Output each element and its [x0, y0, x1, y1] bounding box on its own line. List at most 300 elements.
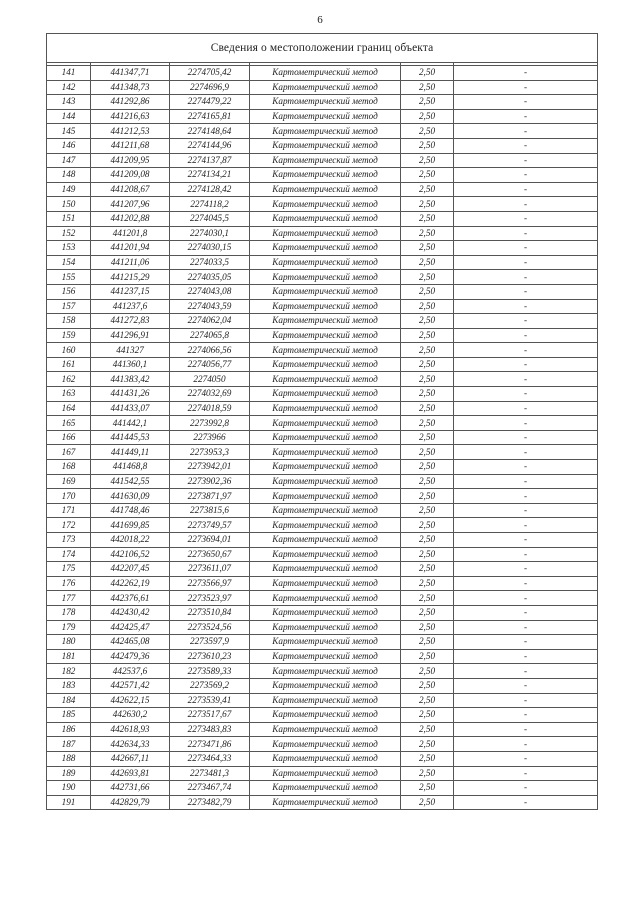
method-cell: Картометрический метод	[250, 66, 401, 81]
table-row	[47, 372, 598, 387]
point-number-cell: 174	[47, 547, 91, 562]
table-row	[47, 518, 598, 533]
description-cell: -	[454, 678, 598, 693]
accuracy-cell: 2,50	[401, 576, 454, 591]
accuracy-cell: 2,50	[401, 357, 454, 372]
x-coordinate-cell: 441327	[91, 343, 170, 358]
table-row	[47, 168, 598, 183]
table-row	[47, 197, 598, 212]
table-row	[47, 270, 598, 285]
y-coordinate-cell: 2273471,86	[170, 737, 250, 752]
description-cell: -	[454, 255, 598, 270]
table-row	[47, 547, 598, 562]
description-cell: -	[454, 518, 598, 533]
point-number-cell: 162	[47, 372, 91, 387]
x-coordinate-cell: 441348,73	[91, 80, 170, 95]
accuracy-cell: 2,50	[401, 766, 454, 781]
method-cell: Картометрический метод	[250, 576, 401, 591]
x-coordinate-cell: 441292,86	[91, 95, 170, 110]
table-row	[47, 284, 598, 299]
description-cell: -	[454, 591, 598, 606]
y-coordinate-cell: 2274066,56	[170, 343, 250, 358]
table-row	[47, 795, 598, 810]
y-coordinate-cell: 2274043,59	[170, 299, 250, 314]
x-coordinate-cell: 442571,42	[91, 678, 170, 693]
description-cell: -	[454, 795, 598, 810]
accuracy-cell: 2,50	[401, 795, 454, 810]
point-number-cell: 170	[47, 489, 91, 504]
method-cell: Картометрический метод	[250, 533, 401, 548]
point-number-cell: 153	[47, 241, 91, 256]
description-cell: -	[454, 547, 598, 562]
x-coordinate-cell: 442479,36	[91, 649, 170, 664]
y-coordinate-cell: 2274165,81	[170, 109, 250, 124]
description-cell: -	[454, 211, 598, 226]
description-cell: -	[454, 751, 598, 766]
accuracy-cell: 2,50	[401, 518, 454, 533]
point-number-cell: 151	[47, 211, 91, 226]
y-coordinate-cell: 2273902,36	[170, 474, 250, 489]
x-coordinate-cell: 442425,47	[91, 620, 170, 635]
point-number-cell: 168	[47, 460, 91, 475]
method-cell: Картометрический метод	[250, 678, 401, 693]
x-coordinate-cell: 441431,26	[91, 387, 170, 402]
y-coordinate-cell: 2273464,33	[170, 751, 250, 766]
method-cell: Картометрический метод	[250, 284, 401, 299]
x-coordinate-cell: 442018,22	[91, 533, 170, 548]
table-row	[47, 387, 598, 402]
accuracy-cell: 2,50	[401, 620, 454, 635]
x-coordinate-cell: 442537,6	[91, 664, 170, 679]
table-row	[47, 182, 598, 197]
accuracy-cell: 2,50	[401, 153, 454, 168]
table-row	[47, 576, 598, 591]
point-number-cell: 177	[47, 591, 91, 606]
point-number-cell: 181	[47, 649, 91, 664]
description-cell: -	[454, 270, 598, 285]
accuracy-cell: 2,50	[401, 328, 454, 343]
x-coordinate-cell: 441699,85	[91, 518, 170, 533]
x-coordinate-cell: 441468,8	[91, 460, 170, 475]
x-coordinate-cell: 441208,67	[91, 182, 170, 197]
description-cell: -	[454, 138, 598, 153]
description-cell: -	[454, 153, 598, 168]
method-cell: Картометрический метод	[250, 664, 401, 679]
y-coordinate-cell: 2273510,84	[170, 605, 250, 620]
point-number-cell: 157	[47, 299, 91, 314]
accuracy-cell: 2,50	[401, 664, 454, 679]
y-coordinate-cell: 2274032,69	[170, 387, 250, 402]
description-cell: -	[454, 474, 598, 489]
description-cell: -	[454, 80, 598, 95]
method-cell: Картометрический метод	[250, 343, 401, 358]
x-coordinate-cell: 441212,53	[91, 124, 170, 139]
method-cell: Картометрический метод	[250, 357, 401, 372]
description-cell: -	[454, 109, 598, 124]
method-cell: Картометрический метод	[250, 124, 401, 139]
description-cell: -	[454, 182, 598, 197]
table-row	[47, 722, 598, 737]
table-row	[47, 591, 598, 606]
method-cell: Картометрический метод	[250, 80, 401, 95]
x-coordinate-cell: 441442,1	[91, 416, 170, 431]
description-cell: -	[454, 708, 598, 723]
point-number-cell: 158	[47, 314, 91, 329]
method-cell: Картометрический метод	[250, 168, 401, 183]
y-coordinate-cell: 2273597,9	[170, 635, 250, 650]
point-number-cell: 163	[47, 387, 91, 402]
accuracy-cell: 2,50	[401, 168, 454, 183]
accuracy-cell: 2,50	[401, 693, 454, 708]
x-coordinate-cell: 442106,52	[91, 547, 170, 562]
accuracy-cell: 2,50	[401, 284, 454, 299]
x-coordinate-cell: 441237,15	[91, 284, 170, 299]
accuracy-cell: 2,50	[401, 197, 454, 212]
method-cell: Картометрический метод	[250, 708, 401, 723]
description-cell: -	[454, 605, 598, 620]
table-row	[47, 241, 598, 256]
x-coordinate-cell: 442829,79	[91, 795, 170, 810]
y-coordinate-cell: 2274705,42	[170, 66, 250, 81]
description-cell: -	[454, 241, 598, 256]
x-coordinate-cell: 442731,66	[91, 781, 170, 796]
method-cell: Картометрический метод	[250, 605, 401, 620]
point-number-cell: 150	[47, 197, 91, 212]
point-number-cell: 164	[47, 401, 91, 416]
table-row	[47, 416, 598, 431]
y-coordinate-cell: 2274050	[170, 372, 250, 387]
accuracy-cell: 2,50	[401, 547, 454, 562]
point-number-cell: 145	[47, 124, 91, 139]
x-coordinate-cell: 442618,93	[91, 722, 170, 737]
page-number: 6	[317, 14, 323, 26]
accuracy-cell: 2,50	[401, 533, 454, 548]
method-cell: Картометрический метод	[250, 547, 401, 562]
point-number-cell: 161	[47, 357, 91, 372]
point-number-cell: 191	[47, 795, 91, 810]
method-cell: Картометрический метод	[250, 314, 401, 329]
table-row	[47, 460, 598, 475]
method-cell: Картометрический метод	[250, 255, 401, 270]
y-coordinate-cell: 2273749,57	[170, 518, 250, 533]
description-cell: -	[454, 503, 598, 518]
x-coordinate-cell: 441542,55	[91, 474, 170, 489]
description-cell: -	[454, 328, 598, 343]
accuracy-cell: 2,50	[401, 649, 454, 664]
accuracy-cell: 2,50	[401, 489, 454, 504]
table-row	[47, 562, 598, 577]
description-cell: -	[454, 664, 598, 679]
accuracy-cell: 2,50	[401, 503, 454, 518]
accuracy-cell: 2,50	[401, 678, 454, 693]
x-coordinate-cell: 441211,68	[91, 138, 170, 153]
description-cell: -	[454, 562, 598, 577]
accuracy-cell: 2,50	[401, 474, 454, 489]
y-coordinate-cell: 2273539,41	[170, 693, 250, 708]
table-row	[47, 474, 598, 489]
x-coordinate-cell: 442630,2	[91, 708, 170, 723]
y-coordinate-cell: 2273966	[170, 430, 250, 445]
table-row	[47, 343, 598, 358]
method-cell: Картометрический метод	[250, 751, 401, 766]
description-cell: -	[454, 226, 598, 241]
accuracy-cell: 2,50	[401, 343, 454, 358]
x-coordinate-cell: 441216,63	[91, 109, 170, 124]
point-number-cell: 152	[47, 226, 91, 241]
point-number-cell: 186	[47, 722, 91, 737]
point-number-cell: 172	[47, 518, 91, 533]
table-row	[47, 664, 598, 679]
y-coordinate-cell: 2273992,8	[170, 416, 250, 431]
description-cell: -	[454, 445, 598, 460]
table-row	[47, 605, 598, 620]
method-cell: Картометрический метод	[250, 372, 401, 387]
point-number-cell: 154	[47, 255, 91, 270]
description-cell: -	[454, 401, 598, 416]
point-number-cell: 165	[47, 416, 91, 431]
x-coordinate-cell: 441215,29	[91, 270, 170, 285]
y-coordinate-cell: 2274479,22	[170, 95, 250, 110]
accuracy-cell: 2,50	[401, 781, 454, 796]
x-coordinate-cell: 441201,8	[91, 226, 170, 241]
point-number-cell: 149	[47, 182, 91, 197]
accuracy-cell: 2,50	[401, 737, 454, 752]
point-number-cell: 146	[47, 138, 91, 153]
description-cell: -	[454, 124, 598, 139]
accuracy-cell: 2,50	[401, 722, 454, 737]
accuracy-cell: 2,50	[401, 299, 454, 314]
accuracy-cell: 2,50	[401, 314, 454, 329]
method-cell: Картометрический метод	[250, 401, 401, 416]
y-coordinate-cell: 2273569,2	[170, 678, 250, 693]
method-cell: Картометрический метод	[250, 416, 401, 431]
x-coordinate-cell: 441449,11	[91, 445, 170, 460]
method-cell: Картометрический метод	[250, 518, 401, 533]
y-coordinate-cell: 2273589,33	[170, 664, 250, 679]
description-cell: -	[454, 372, 598, 387]
method-cell: Картометрический метод	[250, 562, 401, 577]
y-coordinate-cell: 2274148,64	[170, 124, 250, 139]
description-cell: -	[454, 722, 598, 737]
x-coordinate-cell: 441272,83	[91, 314, 170, 329]
y-coordinate-cell: 2274045,5	[170, 211, 250, 226]
table-row	[47, 708, 598, 723]
y-coordinate-cell: 2274018,59	[170, 401, 250, 416]
y-coordinate-cell: 2273815,6	[170, 503, 250, 518]
y-coordinate-cell: 2274035,05	[170, 270, 250, 285]
y-coordinate-cell: 2273871,97	[170, 489, 250, 504]
method-cell: Картометрический метод	[250, 387, 401, 402]
description-cell: -	[454, 533, 598, 548]
y-coordinate-cell: 2273467,74	[170, 781, 250, 796]
table-row	[47, 430, 598, 445]
point-number-cell: 171	[47, 503, 91, 518]
table-row	[47, 620, 598, 635]
description-cell: -	[454, 168, 598, 183]
accuracy-cell: 2,50	[401, 751, 454, 766]
method-cell: Картометрический метод	[250, 737, 401, 752]
x-coordinate-cell: 441201,94	[91, 241, 170, 256]
y-coordinate-cell: 2274030,1	[170, 226, 250, 241]
point-number-cell: 156	[47, 284, 91, 299]
accuracy-cell: 2,50	[401, 138, 454, 153]
boundary-coordinates-table	[46, 33, 598, 810]
point-number-cell: 142	[47, 80, 91, 95]
table-row	[47, 737, 598, 752]
accuracy-cell: 2,50	[401, 80, 454, 95]
accuracy-cell: 2,50	[401, 416, 454, 431]
x-coordinate-cell: 441360,1	[91, 357, 170, 372]
x-coordinate-cell: 442430,42	[91, 605, 170, 620]
accuracy-cell: 2,50	[401, 445, 454, 460]
accuracy-cell: 2,50	[401, 124, 454, 139]
table-row	[47, 153, 598, 168]
x-coordinate-cell: 441445,53	[91, 430, 170, 445]
method-cell: Картометрический метод	[250, 503, 401, 518]
y-coordinate-cell: 2273517,67	[170, 708, 250, 723]
section-title: Сведения о местоположении границ объекта	[47, 34, 598, 63]
method-cell: Картометрический метод	[250, 95, 401, 110]
method-cell: Картометрический метод	[250, 445, 401, 460]
description-cell: -	[454, 343, 598, 358]
point-number-cell: 173	[47, 533, 91, 548]
accuracy-cell: 2,50	[401, 270, 454, 285]
table-row	[47, 693, 598, 708]
x-coordinate-cell: 441209,08	[91, 168, 170, 183]
point-number-cell: 184	[47, 693, 91, 708]
method-cell: Картометрический метод	[250, 299, 401, 314]
method-cell: Картометрический метод	[250, 241, 401, 256]
y-coordinate-cell: 2273942,01	[170, 460, 250, 475]
point-number-cell: 185	[47, 708, 91, 723]
point-number-cell: 179	[47, 620, 91, 635]
y-coordinate-cell: 2274118,2	[170, 197, 250, 212]
method-cell: Картометрический метод	[250, 197, 401, 212]
point-number-cell: 190	[47, 781, 91, 796]
table-row	[47, 124, 598, 139]
y-coordinate-cell: 2274056,77	[170, 357, 250, 372]
accuracy-cell: 2,50	[401, 66, 454, 81]
x-coordinate-cell: 442667,11	[91, 751, 170, 766]
y-coordinate-cell: 2273566,97	[170, 576, 250, 591]
table-row	[47, 255, 598, 270]
accuracy-cell: 2,50	[401, 372, 454, 387]
point-number-cell: 183	[47, 678, 91, 693]
point-number-cell: 167	[47, 445, 91, 460]
description-cell: -	[454, 620, 598, 635]
table-row	[47, 635, 598, 650]
accuracy-cell: 2,50	[401, 605, 454, 620]
method-cell: Картометрический метод	[250, 460, 401, 475]
point-number-cell: 182	[47, 664, 91, 679]
method-cell: Картометрический метод	[250, 474, 401, 489]
point-number-cell: 160	[47, 343, 91, 358]
table-row	[47, 66, 598, 81]
point-number-cell: 159	[47, 328, 91, 343]
point-number-cell: 155	[47, 270, 91, 285]
description-cell: -	[454, 693, 598, 708]
description-cell: -	[454, 576, 598, 591]
description-cell: -	[454, 489, 598, 504]
x-coordinate-cell: 441433,07	[91, 401, 170, 416]
table-row	[47, 211, 598, 226]
point-number-cell: 176	[47, 576, 91, 591]
point-number-cell: 141	[47, 66, 91, 81]
point-number-cell: 144	[47, 109, 91, 124]
point-number-cell: 147	[47, 153, 91, 168]
method-cell: Картометрический метод	[250, 138, 401, 153]
table-row	[47, 766, 598, 781]
x-coordinate-cell: 441237,6	[91, 299, 170, 314]
y-coordinate-cell: 2273953,3	[170, 445, 250, 460]
accuracy-cell: 2,50	[401, 708, 454, 723]
description-cell: -	[454, 197, 598, 212]
point-number-cell: 180	[47, 635, 91, 650]
accuracy-cell: 2,50	[401, 182, 454, 197]
x-coordinate-cell: 442622,15	[91, 693, 170, 708]
table-row	[47, 314, 598, 329]
point-number-cell: 188	[47, 751, 91, 766]
y-coordinate-cell: 2273611,07	[170, 562, 250, 577]
y-coordinate-cell: 2273694,01	[170, 533, 250, 548]
y-coordinate-cell: 2274696,9	[170, 80, 250, 95]
method-cell: Картометрический метод	[250, 635, 401, 650]
point-number-cell: 169	[47, 474, 91, 489]
accuracy-cell: 2,50	[401, 430, 454, 445]
accuracy-cell: 2,50	[401, 109, 454, 124]
y-coordinate-cell: 2273524,56	[170, 620, 250, 635]
x-coordinate-cell: 441296,91	[91, 328, 170, 343]
point-number-cell: 189	[47, 766, 91, 781]
y-coordinate-cell: 2274062,04	[170, 314, 250, 329]
method-cell: Картометрический метод	[250, 226, 401, 241]
y-coordinate-cell: 2273610,23	[170, 649, 250, 664]
point-number-cell: 187	[47, 737, 91, 752]
method-cell: Картометрический метод	[250, 591, 401, 606]
table-row	[47, 533, 598, 548]
description-cell: -	[454, 737, 598, 752]
description-cell: -	[454, 299, 598, 314]
x-coordinate-cell: 441383,42	[91, 372, 170, 387]
accuracy-cell: 2,50	[401, 591, 454, 606]
x-coordinate-cell: 442376,61	[91, 591, 170, 606]
y-coordinate-cell: 2273523,97	[170, 591, 250, 606]
description-cell: -	[454, 95, 598, 110]
x-coordinate-cell: 442465,08	[91, 635, 170, 650]
table-row	[47, 226, 598, 241]
table-row	[47, 445, 598, 460]
method-cell: Картометрический метод	[250, 766, 401, 781]
x-coordinate-cell: 441202,88	[91, 211, 170, 226]
description-cell: -	[454, 284, 598, 299]
method-cell: Картометрический метод	[250, 109, 401, 124]
method-cell: Картометрический метод	[250, 620, 401, 635]
x-coordinate-cell: 441211,06	[91, 255, 170, 270]
table-row	[47, 489, 598, 504]
method-cell: Картометрический метод	[250, 722, 401, 737]
y-coordinate-cell: 2274128,42	[170, 182, 250, 197]
method-cell: Картометрический метод	[250, 781, 401, 796]
x-coordinate-cell: 441207,96	[91, 197, 170, 212]
description-cell: -	[454, 635, 598, 650]
x-coordinate-cell: 441209,95	[91, 153, 170, 168]
point-number-cell: 143	[47, 95, 91, 110]
table-row	[47, 781, 598, 796]
table-row	[47, 649, 598, 664]
table-row	[47, 328, 598, 343]
table-row	[47, 80, 598, 95]
description-cell: -	[454, 766, 598, 781]
